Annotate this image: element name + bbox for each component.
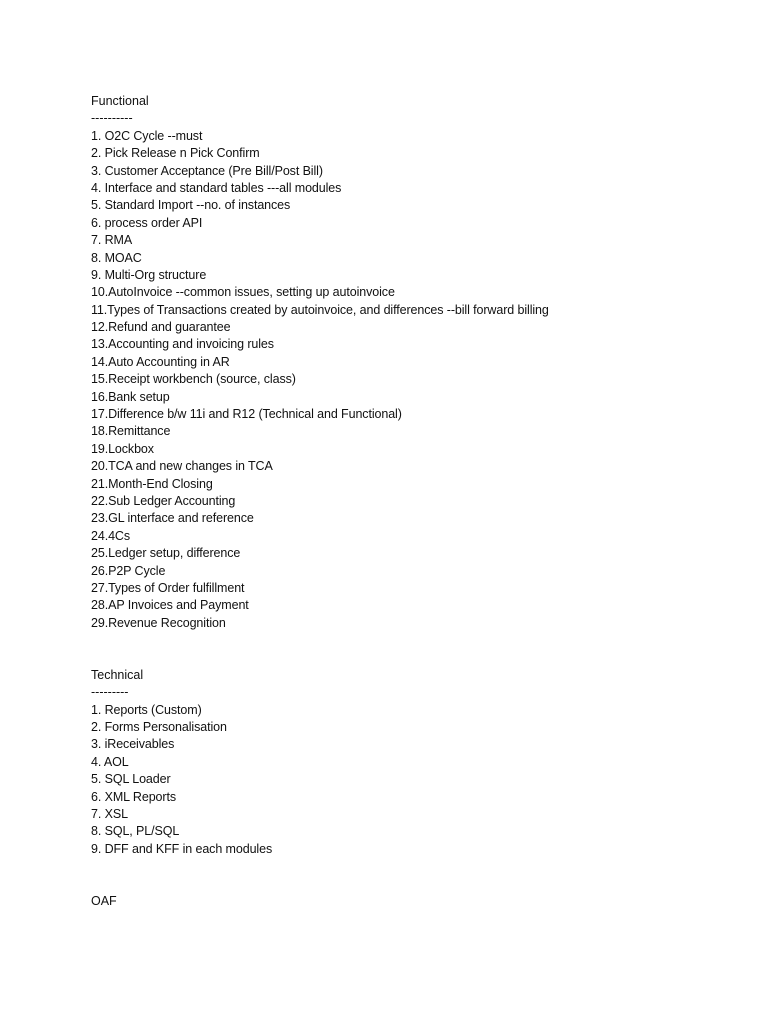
functional-list bbox=[91, 128, 751, 632]
functional-section bbox=[91, 93, 751, 632]
oaf-section bbox=[91, 893, 751, 910]
list-item: 29.Revenue Recognition bbox=[91, 615, 226, 630]
list-item: 2. Forms Personalisation bbox=[91, 720, 227, 735]
list-item: 10.AutoInvoice --common issues, setting up autoinvoice bbox=[91, 285, 395, 300]
list-item: 14.Auto Accounting in AR bbox=[91, 354, 230, 369]
list-item: 9. Multi-Org structure bbox=[91, 267, 207, 282]
list-item: 13.Accounting and invoicing rules bbox=[91, 337, 274, 352]
list-item: 20.TCA and new changes in TCA bbox=[91, 459, 273, 474]
list-item: 4. Interface and standard tables ---all modules bbox=[91, 180, 342, 195]
list-item: 28.AP Invoices and Payment bbox=[91, 598, 249, 613]
list-item: 11.Types of Transactions created by autoinvoice, and differences --bill forward billing bbox=[91, 302, 549, 317]
functional-rule: ---------- bbox=[91, 111, 133, 126]
list-item: 5. Standard Import --no. of instances bbox=[91, 198, 291, 213]
technical-list bbox=[91, 702, 751, 859]
list-item: 17.Difference b/w 11i and R12 (Technical and Functional) bbox=[91, 407, 402, 422]
list-item: 19.Lockbox bbox=[91, 441, 154, 456]
section-spacer bbox=[91, 632, 751, 667]
oaf-heading: OAF bbox=[91, 894, 117, 908]
list-item: 23.GL interface and reference bbox=[91, 511, 254, 526]
list-item: 16.Bank setup bbox=[91, 389, 170, 404]
list-item: 1. O2C Cycle --must bbox=[91, 128, 203, 143]
list-item: 18.Remittance bbox=[91, 424, 171, 439]
list-item: 9. DFF and KFF in each modules bbox=[91, 841, 273, 856]
list-item: 3. Customer Acceptance (Pre Bill/Post Bill) bbox=[91, 163, 323, 178]
list-item: 27.Types of Order fulfillment bbox=[91, 580, 245, 595]
list-item: 1. Reports (Custom) bbox=[91, 702, 202, 717]
list-item: 2. Pick Release n Pick Confirm bbox=[91, 146, 260, 161]
technical-heading: Technical bbox=[91, 667, 144, 682]
list-item: 7. XSL bbox=[91, 807, 128, 822]
list-item: 8. SQL, PL/SQL bbox=[91, 824, 180, 839]
list-item: 15.Receipt workbench (source, class) bbox=[91, 372, 296, 387]
list-item: 6. XML Reports bbox=[91, 789, 176, 804]
list-item: 4. AOL bbox=[91, 754, 129, 769]
list-item: 5. SQL Loader bbox=[91, 772, 171, 787]
list-item: 26.P2P Cycle bbox=[91, 563, 166, 578]
list-item: 25.Ledger setup, difference bbox=[91, 546, 241, 561]
list-item: 3. iReceivables bbox=[91, 737, 175, 752]
functional-heading: Functional bbox=[91, 94, 149, 108]
list-item: 22.Sub Ledger Accounting bbox=[91, 493, 236, 508]
list-item: 7. RMA bbox=[91, 233, 133, 248]
document-page bbox=[91, 93, 751, 910]
technical-rule: --------- bbox=[91, 685, 129, 700]
section-spacer bbox=[91, 858, 751, 893]
list-item: 12.Refund and guarantee bbox=[91, 320, 231, 335]
list-item: 21.Month-End Closing bbox=[91, 476, 213, 491]
list-item: 6. process order API bbox=[91, 215, 203, 230]
list-item: 24.4Cs bbox=[91, 528, 131, 543]
technical-section bbox=[91, 667, 751, 858]
list-item: 8. MOAC bbox=[91, 250, 142, 265]
